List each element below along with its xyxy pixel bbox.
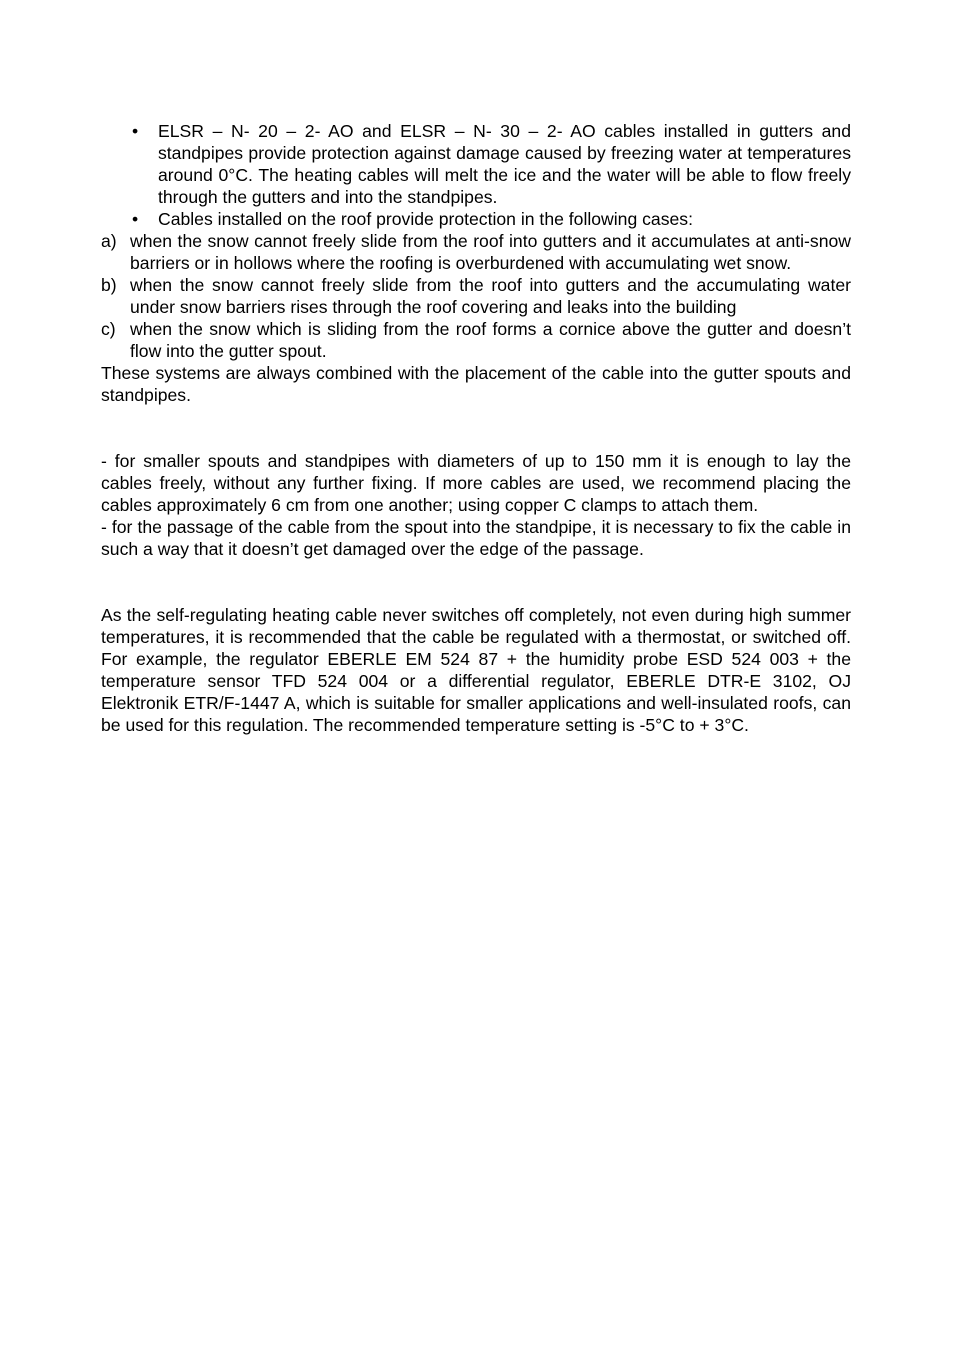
case-item-b bbox=[101, 274, 851, 318]
bullet-text: Cables installed on the roof provide protection in the following cases: bbox=[158, 209, 693, 229]
case-marker: b) bbox=[101, 275, 117, 295]
bullet-marker: • bbox=[132, 121, 139, 141]
case-marker: a) bbox=[101, 231, 117, 251]
bullet-marker: • bbox=[132, 209, 139, 229]
bullet-item-gutter-cables bbox=[101, 120, 851, 208]
regulation-paragraph: As the self-regulating heating cable never switches off completely, not even during high summer temperatures, it is recommended that the cable be regulated with a thermostat, or switched off. For example, the regulator EBERLE EM 524 87 + the humidity probe ESD 524 003 + the temperature sensor TFD 524 004 or a differential regulator, EBERLE DTR-E 3102, OJ Elektronik ETR/F-1447 A, which is suitable for smaller applications and well-insulated roofs, can be used for this regulation. The recommended temperature setting is -5°C to + 3°C. bbox=[101, 605, 851, 735]
case-text: when the snow cannot freely slide from the roof into gutters and it accumulates at anti-snow barriers or in hollows where the roofing is overburdened with accumulating wet snow. bbox=[130, 231, 851, 273]
case-marker: c) bbox=[101, 319, 116, 339]
bullet-list bbox=[101, 120, 851, 230]
bullet-item-roof-cables bbox=[101, 208, 851, 230]
case-text: when the snow cannot freely slide from the roof into gutters and the accumulating water under snow barriers rises through the roof covering and leaks into the building bbox=[130, 275, 851, 317]
installation-paragraph-passage: - for the passage of the cable from the spout into the standpipe, it is necessary to fix the cable in such a way that it doesn’t get damaged over the edge of the passage. bbox=[101, 517, 851, 559]
case-item-a bbox=[101, 230, 851, 274]
document-page bbox=[101, 120, 851, 736]
section-spacer bbox=[101, 560, 851, 604]
cases-list bbox=[101, 230, 851, 362]
bullet-text: ELSR – N- 20 – 2- AO and ELSR – N- 30 – 2- AO cables installed in gutters and standpipes provide protection against damage caused by freezing water at temperatures around 0°C. The heating cables will melt the ice and the water will be able to flow freely through the gutters and into the standpipes. bbox=[158, 121, 851, 207]
case-text: when the snow which is sliding from the roof forms a cornice above the gutter and doesn’t flow into the gutter spout. bbox=[130, 319, 851, 361]
summary-paragraph: These systems are always combined with the placement of the cable into the gutter spouts and standpipes. bbox=[101, 363, 851, 405]
installation-paragraph-spouts: - for smaller spouts and standpipes with diameters of up to 150 mm it is enough to lay the cables freely, without any further fixing. If more cables are used, we recommend placing the cables approximately 6 cm from one another; using copper C clamps to attach them. bbox=[101, 451, 851, 515]
case-item-c bbox=[101, 318, 851, 362]
section-spacer bbox=[101, 406, 851, 450]
